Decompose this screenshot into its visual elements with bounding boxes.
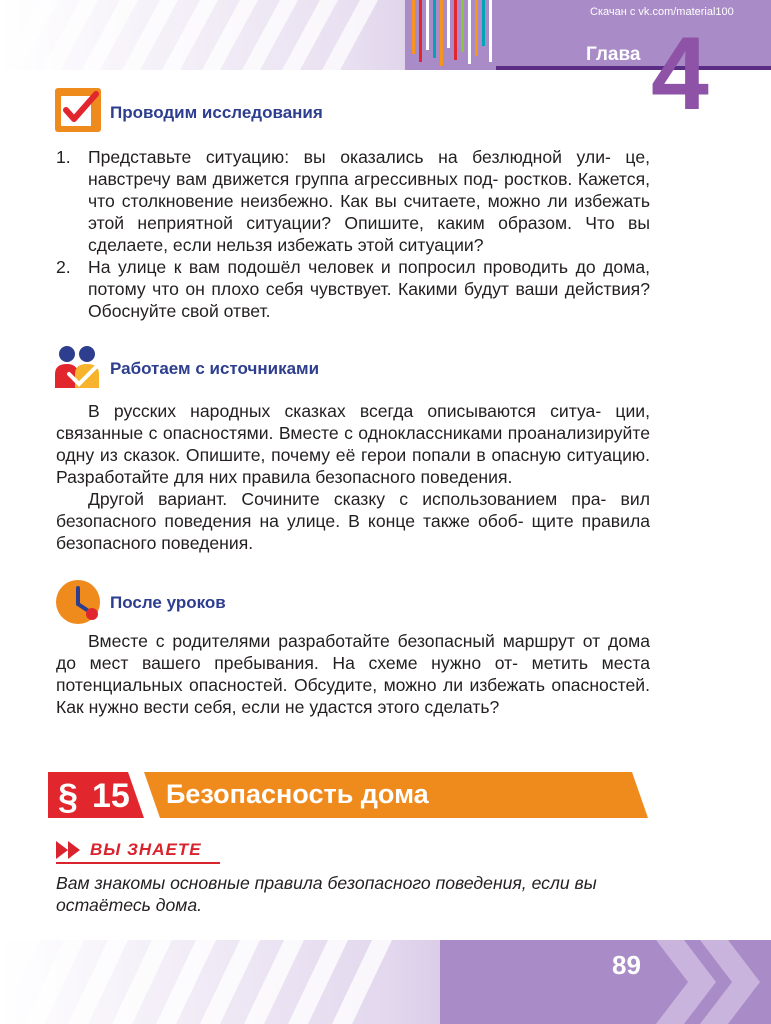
paragraph: Другой вариант. Сочините сказку с использованием пра- вил безопасного поведения на улице. В конце также обоб- щите правила безопасного поведения. [56,489,650,553]
list-item [56,146,650,256]
you-know-heading: ВЫ ЗНАЕТЕ [90,840,202,859]
paragraph-symbol: § [58,776,79,817]
list-item-text: На улице к вам подошёл человек и попросил проводить до дома, потому что он плохо себя чувствует. Какими будут ваши действия? Обоснуйте свой ответ. [88,257,650,321]
people-group-icon [53,344,103,390]
you-know-underline [56,862,220,864]
you-know-text: Вам знакомы основные правила безопасного поведения, если вы остаётесь дома. [56,873,597,915]
section-after-title: После уроков [110,593,226,612]
after-lessons-text [56,630,650,718]
paragraph: В русских народных сказках всегда описываются ситуа- ции, связанные с опасностями. Вместе с одноклассниками проанализируйте одну из сказок. Опишите, почему её герои попали в опасную ситуацию. Разработайте для них правила безопасного поведения. [56,401,650,487]
section-sources-title: Работаем с источниками [110,359,320,378]
lesson-title: Безопасность дома [166,779,429,809]
paragraph: Вместе с родителями разработайте безопасный маршрут от дома до мест вашего пребывания. На схеме нужно от- метить места потенциальных опасностей. Обсудите, можно ли избежать опасностей. Как нужно вести себя, если не удастся этого сделать? [56,631,650,717]
footer-band [0,940,771,1024]
lesson-number: 15 [92,777,130,815]
list-item-text: Представьте ситуацию: вы оказались на безлюдной ули- це, навстречу вам движется группа агрессивных под- ростков. Кажется, что столкновение неизбежно. Как вы считаете, можно ли избежать этой неприятной ситуации? Опишите, каким образом. Что вы сделаете, если нельзя избежать этой ситуации? [88,147,650,255]
source-note: Скачан с vk.com/material100 [590,6,734,18]
checkbox-check-icon [55,88,101,132]
section-research-title: Проводим исследования [110,103,323,122]
chapter-label: Глава [586,44,641,65]
double-arrow-icon [56,841,86,859]
page-number: 89 [612,950,641,980]
list-item-number: 1. [56,147,71,167]
sources-text [56,400,650,554]
clock-icon [54,578,102,626]
research-task-list [56,146,650,322]
chapter-number: 4 [651,16,709,132]
list-item-number: 2. [56,257,71,277]
list-item [56,256,650,322]
